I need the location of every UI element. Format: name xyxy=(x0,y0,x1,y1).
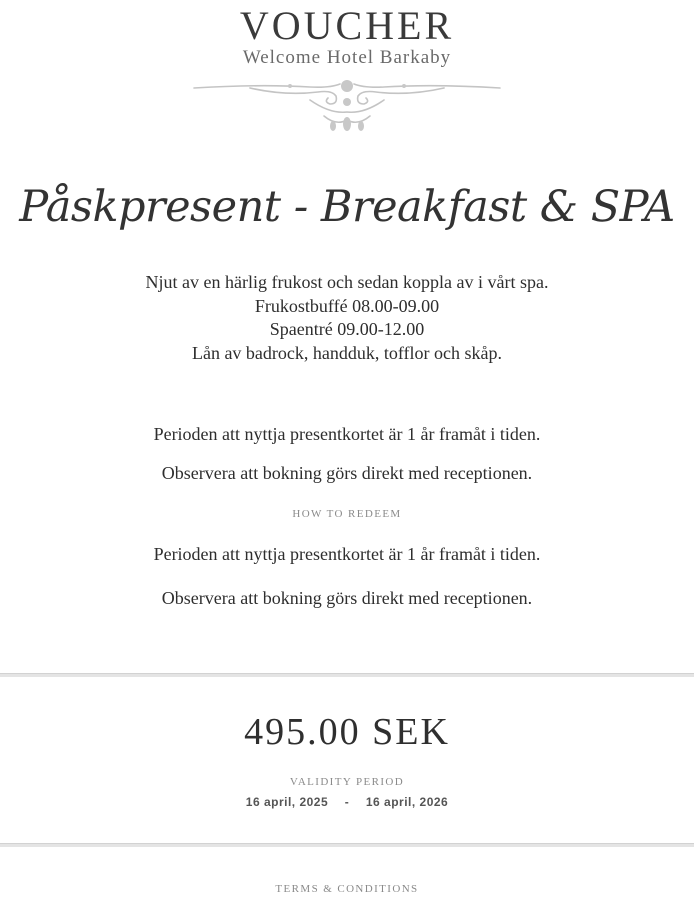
hotel-name: Welcome Hotel Barkaby xyxy=(242,47,452,68)
usage-period-text: Perioden att nyttja presentkortet är 1 år framåt i tiden. xyxy=(153,424,541,444)
description-line: Frukostbuffé 08.00-09.00 xyxy=(254,295,440,316)
terms-conditions-heading: TERMS & CONDITIONS xyxy=(275,883,419,895)
redeem-booking-text: Observera att bokning görs direkt med receptionen. xyxy=(161,588,533,608)
booking-note-text: Observera att bokning görs direkt med receptionen. xyxy=(161,463,533,483)
voucher-price: 495.00 SEK xyxy=(244,711,450,753)
divider xyxy=(0,843,694,847)
ornament-divider-icon xyxy=(190,72,504,134)
validity-heading: VALIDITY PERIOD xyxy=(289,776,405,788)
redeem-period-text: Perioden att nyttja presentkortet är 1 år framåt i tiden. xyxy=(153,544,541,564)
validity-start: 16 april, 2025 xyxy=(245,795,329,809)
description-line: Spaentré 09.00-12.00 xyxy=(269,319,425,340)
how-to-redeem-heading: HOW TO REDEEM xyxy=(292,508,402,520)
validity-end: 16 april, 2026 xyxy=(365,795,449,809)
voucher-title: VOUCHER xyxy=(239,3,455,48)
validity-separator: - xyxy=(344,795,350,809)
offer-name: Påskpresent - Breakfast & SPA xyxy=(19,182,675,232)
validity-dates xyxy=(0,795,694,809)
description-line: Njut av en härlig frukost och sedan koppla av i vårt spa. xyxy=(145,272,549,292)
offer-description xyxy=(0,271,694,365)
divider xyxy=(0,673,694,677)
description-line: Lån av badrock, handduk, tofflor och skåp. xyxy=(191,342,503,363)
